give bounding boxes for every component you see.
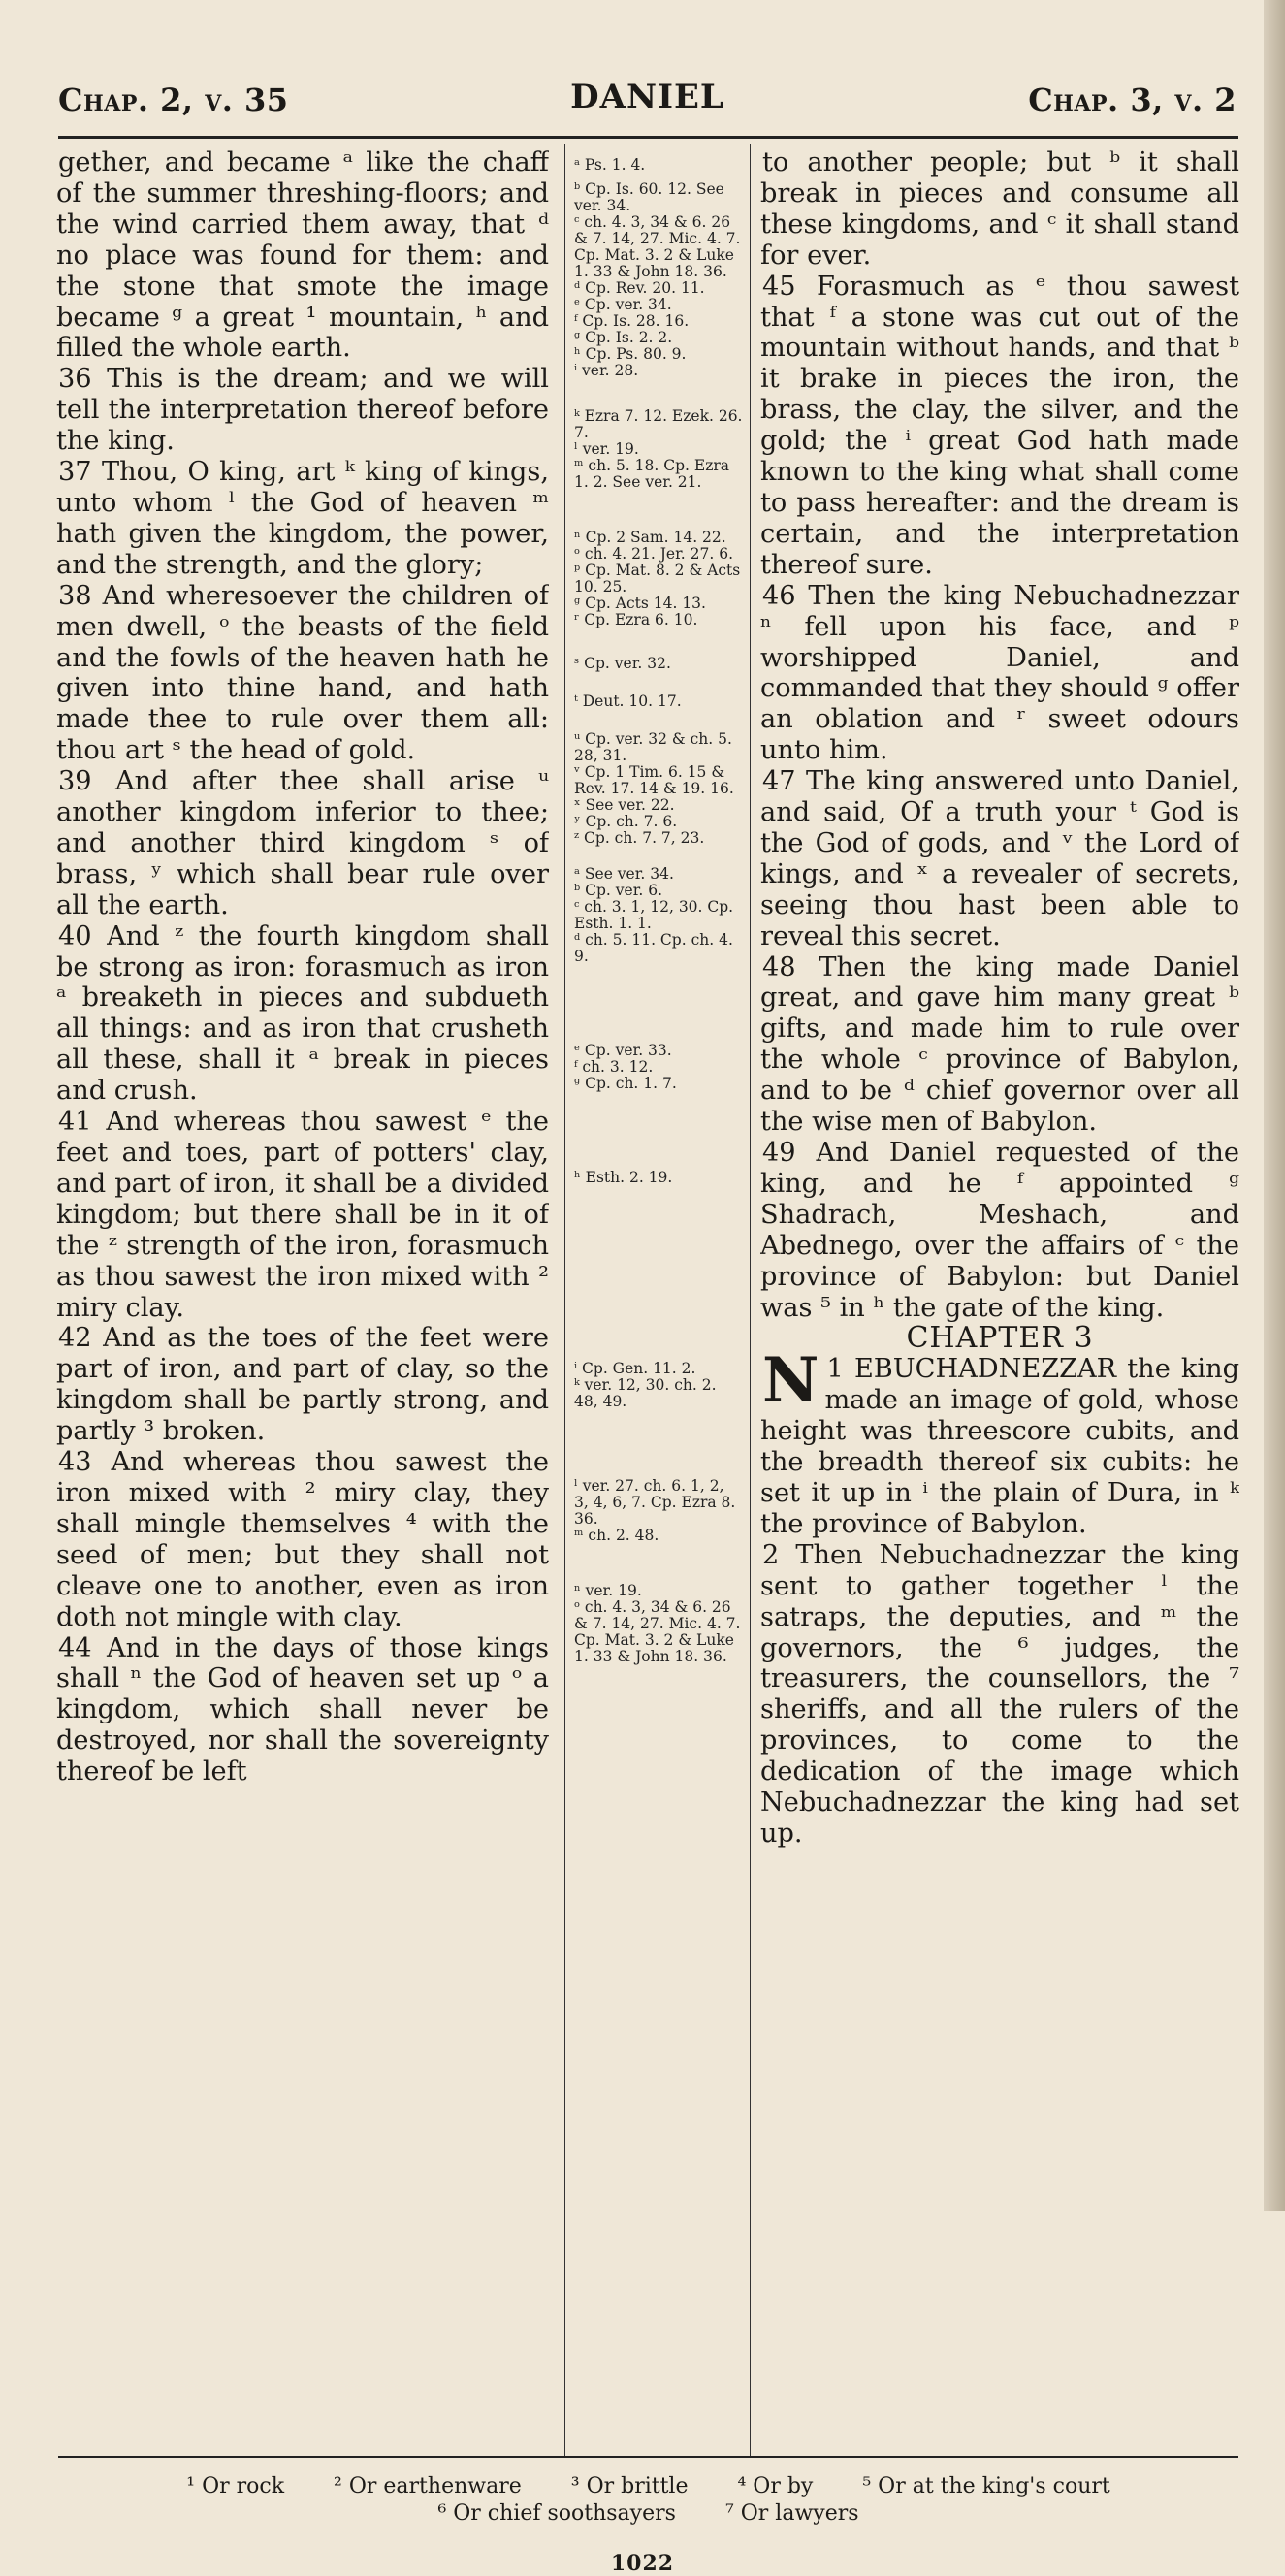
drop-cap: N bbox=[762, 1344, 819, 1418]
footnote: ⁴ Or by bbox=[737, 2474, 814, 2498]
cross-reference: ⁿ ver. 19. bbox=[574, 1582, 642, 1599]
verse-44-cont: to another people; but ᵇ it shall break in pieces and consume all these kingdoms, and ᶜ it shall stand for ever. bbox=[760, 147, 1239, 271]
cross-reference: ᵏ Ezra 7. 12. Ezek. 26. 7. bbox=[574, 407, 743, 441]
cross-reference: ᵐ ch. 2. 48. bbox=[574, 1527, 659, 1544]
verse-number: 1 bbox=[826, 1354, 844, 1385]
chapter-3-verse-2: 2 Then Nebuchadnezzar the king sent to gather together ˡ the satraps, the deputies, and ᵐ the governors, the ⁶ judges, the treasurers, the counsellors, the ⁷ sheriffs, and all the rulers of the provinces, to come to the dedication of the image which Nebuchadnezzar the king had set up. bbox=[760, 1539, 1239, 1849]
verse-37: 37 Thou, O king, art ᵏ king of kings, unto whom ˡ the God of heaven ᵐ hath given the kingdom, the power, and the strength, and the glory; bbox=[56, 457, 549, 580]
column-divider-left bbox=[564, 144, 565, 2456]
cross-reference: ⁱ ver. 28. bbox=[574, 362, 639, 379]
cross-reference: ⁱ Cp. Gen. 11. 2. bbox=[574, 1360, 696, 1377]
cross-reference: ⁿ Cp. 2 Sam. 14. 22. bbox=[574, 529, 726, 546]
cross-reference: ᵃ See ver. 34. bbox=[574, 865, 674, 883]
verse-43: 43 And whereas thou sawest the iron mixed with ² miry clay, they shall mingle themselves ⁴ with the seed of men; but they shall not cleave one to another, even as iron doth not mingle with clay. bbox=[56, 1447, 549, 1632]
cross-reference: ᵖ Cp. Mat. 8. 2 & Acts 10. 25. bbox=[574, 562, 741, 596]
cross-reference: ʰ Esth. 2. 19. bbox=[574, 1169, 673, 1186]
header-book-title: DANIEL bbox=[570, 78, 724, 116]
verse-35-cont: gether, and became ᵃ like the chaff of the summer threshing-floors; and the wind carried them away, that ᵈ no place was found for them: and the stone that smote the image became ᵍ a great ¹ mountain, ʰ and filled the whole earth. bbox=[56, 147, 549, 364]
header-rule bbox=[58, 136, 1238, 139]
right-text-column bbox=[760, 147, 1239, 2475]
cross-reference: ᵒ ch. 4. 3, 34 & 6. 26 & 7. 14, 27. Mic. 4. 7. Cp. Mat. 3. 2 & Luke 1. 33 & John 18. 36. bbox=[574, 1598, 741, 1665]
cross-reference: ᵇ Cp. ver. 6. bbox=[574, 882, 663, 899]
cross-reference: ᵉ Cp. ver. 33. bbox=[574, 1042, 672, 1059]
cross-reference: ᵍ Cp. ch. 1. 7. bbox=[574, 1075, 677, 1092]
cross-reference: ʰ Cp. Ps. 80. 9. bbox=[574, 345, 687, 363]
verse-42: 42 And as the toes of the feet were part of iron, and part of clay, so the kingdom shall be partly strong, and partly ³ broken. bbox=[56, 1323, 549, 1447]
cross-reference: ᵈ Cp. Rev. 20. 11. bbox=[574, 279, 705, 297]
cross-reference: ʳ Cp. Ezra 6. 10. bbox=[574, 611, 698, 628]
cross-reference: ˡ ver. 19. bbox=[574, 440, 639, 458]
cross-reference: ᵘ Cp. ver. 32 & ch. 5. 28, 31. bbox=[574, 730, 732, 764]
verse-46: 46 Then the king Nebuchadnezzar ⁿ fell upon his face, and ᵖ worshipped Daniel, and commanded that they should ᵍ offer an oblation and ʳ sweet odours unto him. bbox=[760, 580, 1239, 766]
cross-reference: ʸ Cp. ch. 7. 6. bbox=[574, 813, 678, 830]
footnote: ⁵ Or at the king's court bbox=[862, 2474, 1110, 2498]
page-edge bbox=[1264, 0, 1285, 2211]
footnote: ¹ Or rock bbox=[186, 2474, 285, 2498]
cross-reference: ᵍ Cp. Acts 14. 13. bbox=[574, 595, 706, 612]
chapter-heading: CHAPTER 3 bbox=[906, 1321, 1094, 1356]
cross-reference: ᵗ Deut. 10. 17. bbox=[574, 692, 682, 710]
cross-reference: ᵏ ver. 12, 30. ch. 2. 48, 49. bbox=[574, 1376, 717, 1410]
cross-reference: ᵍ Cp. Is. 2. 2. bbox=[574, 329, 673, 346]
footnotes bbox=[58, 2473, 1238, 2528]
header-left-reference: Chap. 2, v. 35 bbox=[58, 81, 289, 118]
page-number: 1022 bbox=[610, 2551, 675, 2576]
footnote: ² Or earthenware bbox=[334, 2474, 522, 2498]
cross-reference: ᵐ ch. 5. 18. Cp. Ezra 1. 2. See ver. 21. bbox=[574, 457, 730, 491]
column-divider-right bbox=[750, 144, 751, 2456]
verse-36: 36 This is the dream; and we will tell the interpretation thereof before the king. bbox=[56, 364, 549, 457]
footnote: ³ Or brittle bbox=[570, 2474, 689, 2498]
cross-reference: ᶠ ch. 3. 12. bbox=[574, 1058, 654, 1076]
verse-48: 48 Then the king made Daniel great, and gave him many great ᵇ gifts, and made him to rule over the whole ᶜ province of Babylon, and to be ᵈ chief governor over all the wise men of Babylon. bbox=[760, 951, 1239, 1138]
footnote-rule bbox=[58, 2456, 1238, 2458]
cross-reference: ᵒ ch. 4. 21. Jer. 27. 6. bbox=[574, 545, 734, 563]
chapter-3-verse-1 bbox=[760, 1344, 1239, 1539]
verse-49: 49 And Daniel requested of the king, and he ᶠ appointed ᵍ Shadrach, Meshach, and Abednego, over the affairs of ᶜ the province of Babylon: but Daniel was ⁵ in ʰ the gate of the king. bbox=[760, 1138, 1239, 1323]
verse-44: 44 And in the days of those kings shall ⁿ the God of heaven set up ᵒ a kingdom, which shall never be destroyed, nor shall the sovereignty thereof be left bbox=[56, 1632, 549, 1787]
cross-reference: ᵃ Ps. 1. 4. bbox=[574, 156, 646, 174]
cross-reference: ᵈ ch. 5. 11. Cp. ch. 4. 9. bbox=[574, 931, 733, 965]
running-header bbox=[58, 76, 1237, 124]
footnote: ⁷ Or lawyers bbox=[724, 2501, 859, 2526]
verse-45: 45 Forasmuch as ᵉ thou sawest that ᶠ a stone was cut out of the mountain without hands, and that ᵇ it brake in pieces the iron, the brass, the clay, the silver, and the gold; the ⁱ great God hath made known to the king what shall come to pass hereafter: and the dream is certain, and the interpretation thereof sure. bbox=[760, 271, 1239, 580]
cross-reference: ᵉ Cp. ver. 34. bbox=[574, 296, 672, 313]
cross-reference: ᶜ ch. 4. 3, 34 & 6. 26 & 7. 14, 27. Mic. 4. 7. Cp. Mat. 3. 2 & Luke 1. 33 & John 18. 36. bbox=[574, 213, 741, 280]
verse-39: 39 And after thee shall arise ᵘ another kingdom inferior to thee; and another third kingdom ˢ of brass, ʸ which shall bear rule over all the earth. bbox=[56, 766, 549, 920]
verse-text: EBUCHADNEZZAR the king made an image of gold, whose height was threescore cubits, and the breadth thereof six cubits: he set it up in ⁱ the plain of Dura, in ᵏ the province of Babylon. bbox=[760, 1354, 1239, 1539]
cross-reference-column bbox=[570, 147, 743, 2456]
cross-reference: ᶜ ch. 3. 1, 12, 30. Cp. Esth. 1. 1. bbox=[574, 898, 734, 932]
cross-reference: ᵛ Cp. 1 Tim. 6. 15 & Rev. 17. 14 & 19. 16. bbox=[574, 763, 734, 797]
cross-reference: ˡ ver. 27. ch. 6. 1, 2, 3, 4, 6, 7. Cp. Ezra 8. 36. bbox=[574, 1477, 736, 1528]
cross-reference: ˢ Cp. ver. 32. bbox=[574, 655, 671, 672]
cross-reference: ᶠ Cp. Is. 28. 16. bbox=[574, 312, 690, 330]
cross-reference: ˣ See ver. 22. bbox=[574, 796, 675, 814]
cross-reference: ᵇ Cp. Is. 60. 12. See ver. 34. bbox=[574, 180, 724, 214]
cross-reference: ᶻ Cp. ch. 7. 7, 23. bbox=[574, 829, 705, 847]
verse-38: 38 And wheresoever the children of men dwell, ᵒ the beasts of the field and the fowls of the heaven hath he given into thine hand, and hath made thee to rule over them all: thou art ˢ the head of gold. bbox=[56, 580, 549, 766]
header-right-reference: Chap. 3, v. 2 bbox=[1028, 81, 1237, 118]
left-text-column bbox=[56, 147, 549, 2475]
verse-40: 40 And ᶻ the fourth kingdom shall be strong as iron: forasmuch as iron ᵃ breaketh in pieces and subdueth all things: and as iron that crusheth all these, shall it ᵃ break in pieces and crush. bbox=[56, 920, 549, 1107]
footnote: ⁶ Or chief soothsayers bbox=[437, 2501, 676, 2526]
verse-41: 41 And whereas thou sawest ᵉ the feet and toes, part of potters' clay, and part of iron, it shall be a divided kingdom; but there shall be in it of the ᶻ strength of the iron, forasmuch as thou sawest the iron mixed with ² miry clay. bbox=[56, 1107, 549, 1323]
verse-47: 47 The king answered unto Daniel, and said, Of a truth your ᵗ God is the God of gods, and ᵛ the Lord of kings, and ˣ a revealer of secrets, seeing thou hast been able to reveal this secret. bbox=[760, 766, 1239, 951]
